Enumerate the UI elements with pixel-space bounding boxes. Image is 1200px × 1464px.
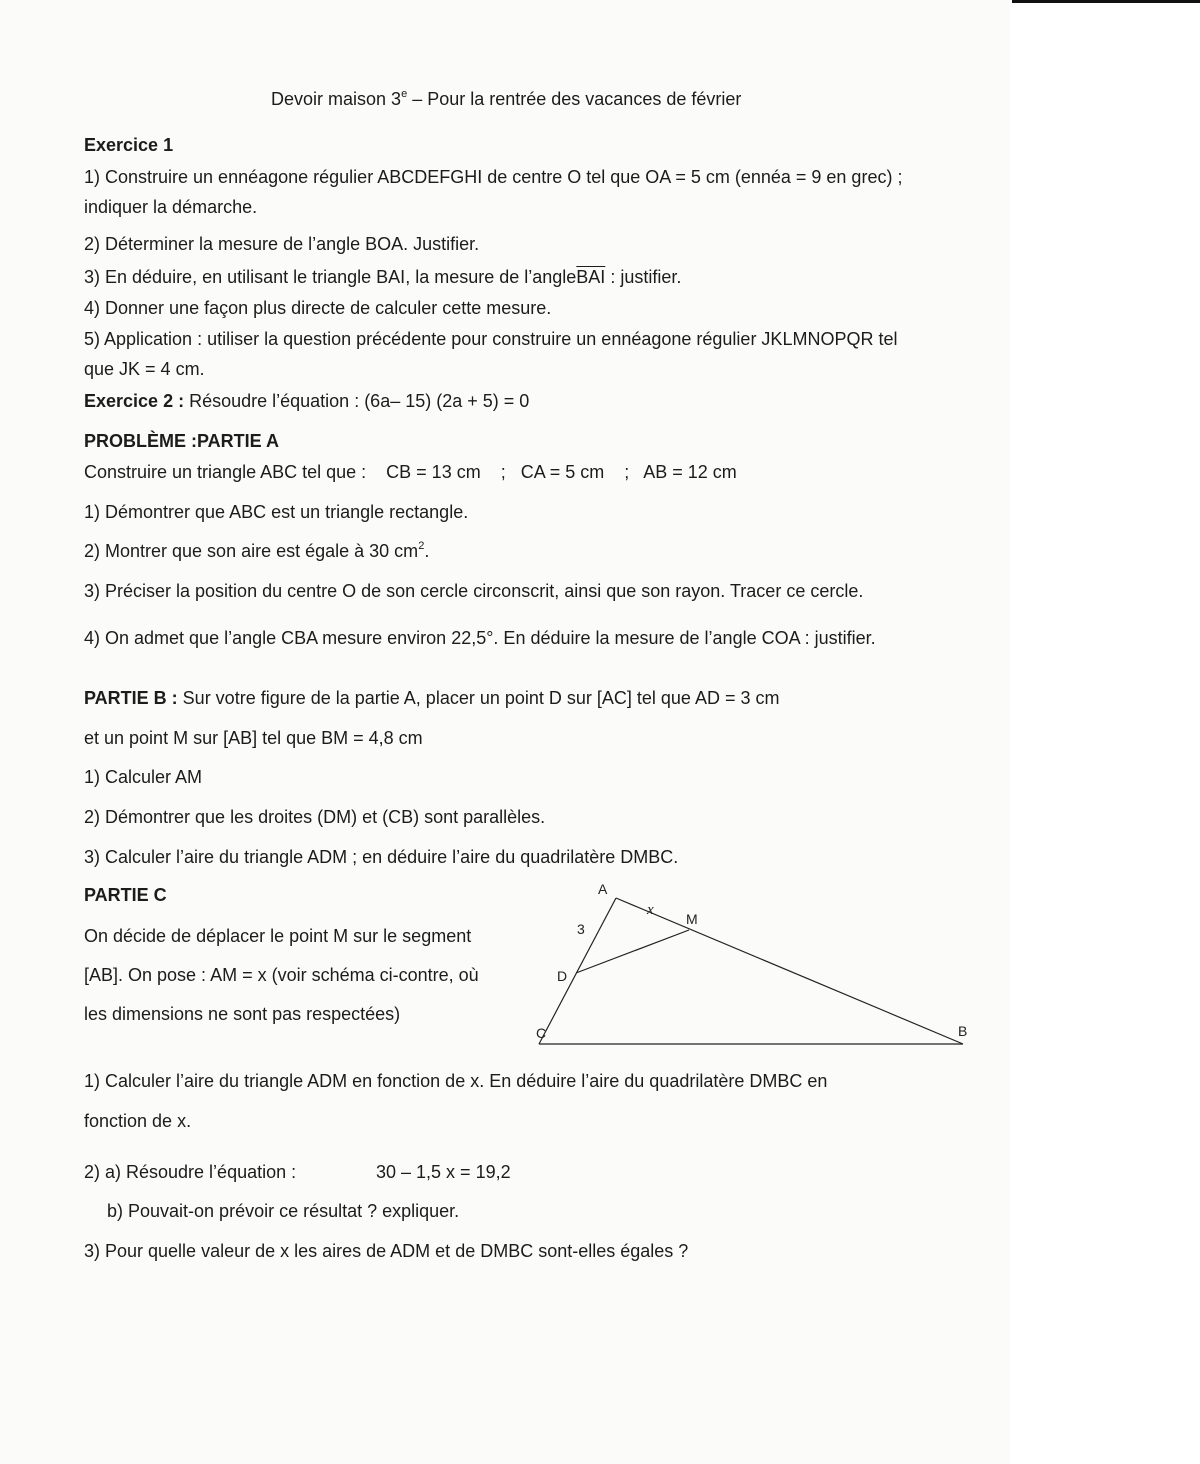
page-title	[271, 88, 741, 113]
ex1-q5-line1: 5) Application : utiliser la question précédente pour construire un ennéagone régulier JKLMNOPQR tel	[84, 329, 898, 349]
segment-ab	[616, 898, 963, 1044]
title-main: Devoir maison 3	[271, 89, 402, 109]
part-c-intro-line2: [AB]. On pose : AM = x (voir schéma ci-contre, où	[84, 965, 479, 985]
label-d: D	[557, 968, 568, 984]
ex1-q3-pre: 3) En déduire, en utilisant le triangle BAI, la mesure de l’angle	[84, 267, 577, 287]
segment-ac	[539, 898, 616, 1044]
part-c-q2a: 2) a) Résoudre l’équation :	[84, 1162, 297, 1182]
part-b-heading: PARTIE B :	[84, 688, 178, 708]
label-3: 3	[577, 921, 585, 937]
part-c-q1-line2: fonction de x.	[84, 1111, 192, 1131]
part-b-q1: 1) Calculer AM	[84, 767, 203, 787]
label-b: B	[958, 1023, 968, 1039]
ex1-q3-angle: $\overline{BAI}$	[576, 267, 606, 287]
part-c-intro-line3: les dimensions ne sont pas respectées)	[84, 1004, 401, 1024]
part-c-q2b: b) Pouvait-on prévoir ce résultat ? expliquer.	[107, 1201, 460, 1221]
part-a-q2-post: .	[424, 541, 430, 561]
part-b-line2: et un point M sur [AB] tel que BM = 4,8 cm	[84, 728, 423, 748]
exercise-2	[84, 390, 529, 412]
ex1-q1-line1: 1) Construire un ennéagone régulier ABCDEFGHI de centre O tel que OA = 5 cm (ennéa = 9 en grec) ;	[84, 167, 903, 187]
part-a-heading: PROBLÈME :PARTIE A	[84, 431, 280, 451]
label-x: x	[647, 902, 654, 918]
part-b-q2: 2) Démontrer que les droites (DM) et (CB) sont parallèles.	[84, 807, 546, 827]
ex1-q5-line2: que JK = 4 cm.	[84, 359, 205, 379]
scan-edge-line	[1012, 0, 1200, 3]
part-b-intro: Sur votre figure de la partie A, placer un point D sur [AC] tel que AD = 3 cm	[177, 688, 780, 708]
label-c: C	[536, 1025, 547, 1041]
scan-margin	[1010, 0, 1200, 1464]
part-c-heading: PARTIE C	[84, 885, 167, 905]
title-rest: – Pour la rentrée des vacances de février	[407, 89, 742, 109]
ex1-q2: 2) Déterminer la mesure de l’angle BOA. Justifier.	[84, 234, 480, 254]
ex1-q4: 4) Donner une façon plus directe de calculer cette mesure.	[84, 298, 552, 318]
exercise-1-heading: Exercice 1	[84, 135, 174, 155]
part-a-q4: 4) On admet que l’angle CBA mesure environ 22,5°. En déduire la mesure de l’angle COA : justifier.	[84, 628, 876, 648]
part-a-q3: 3) Préciser la position du centre O de son cercle circonscrit, ainsi que son rayon. Tracer ce cercle.	[84, 581, 864, 601]
part-c-q2a-equation: 30 – 1,5 x = 19,2	[376, 1162, 511, 1182]
part-c-q3: 3) Pour quelle valeur de x les aires de ADM et de DMBC sont-elles égales ?	[84, 1241, 689, 1261]
exercise-2-heading: Exercice 2 :	[84, 391, 185, 411]
ex1-q1-line2: indiquer la démarche.	[84, 197, 258, 217]
part-a-q2-sup: 2	[418, 540, 425, 552]
part-b-q3: 3) Calculer l’aire du triangle ADM ; en déduire l’aire du quadrilatère DMBC.	[84, 847, 679, 867]
ex1-q3	[84, 266, 681, 288]
segment-dm	[576, 930, 689, 973]
ex1-q3-post: : justifier.	[605, 267, 682, 287]
part-a-construct: Construire un triangle ABC tel que : CB = 13 cm ; CA = 5 cm ; AB = 12 cm	[84, 462, 737, 482]
part-a-q2	[84, 540, 429, 565]
part-a-q2-pre: 2) Montrer que son aire est égale à 30 cm	[84, 541, 419, 561]
part-b-line1	[84, 687, 779, 709]
part-a-q1: 1) Démontrer que ABC est un triangle rectangle.	[84, 502, 469, 522]
part-c-q1-line1: 1) Calculer l’aire du triangle ADM en fonction de x. En déduire l’aire du quadrilatère DMBC en	[84, 1071, 828, 1091]
title-superscript: e	[401, 88, 408, 100]
exercise-2-text: Résoudre l’équation : (6a– 15) (2a + 5) = 0	[184, 391, 530, 411]
label-m: M	[686, 911, 698, 927]
part-c-intro-line1: On décide de déplacer le point M sur le segment	[84, 926, 472, 946]
label-a: A	[598, 881, 608, 897]
triangle-figure	[520, 878, 980, 1050]
